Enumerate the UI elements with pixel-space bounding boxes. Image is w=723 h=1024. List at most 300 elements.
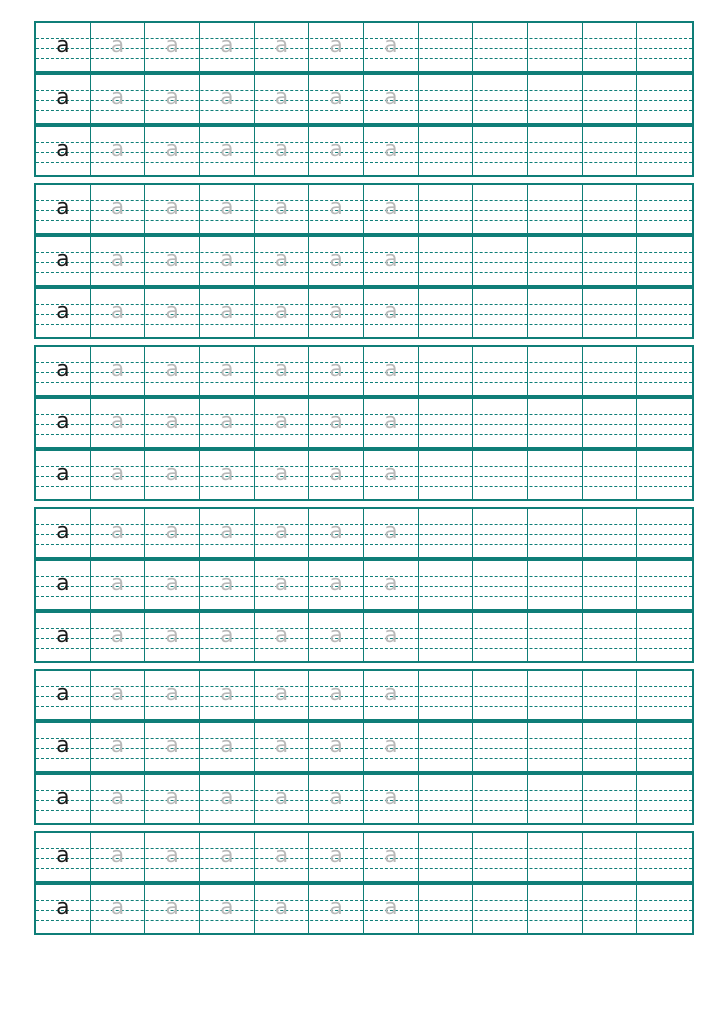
trace-letter: a (220, 357, 234, 382)
trace-letter-cell[interactable] (255, 289, 310, 337)
trace-letter-cell[interactable] (364, 289, 419, 337)
practice-row (36, 185, 692, 233)
trace-letter-cell[interactable] (364, 561, 419, 609)
practice-row (36, 127, 692, 175)
trace-letter-cell[interactable] (145, 613, 200, 661)
blank-practice-cell[interactable] (419, 451, 474, 499)
trace-letter: a (384, 195, 398, 220)
trace-letter-cell[interactable] (255, 885, 310, 933)
model-letter-cell (36, 561, 91, 609)
trace-letter: a (220, 195, 234, 220)
model-letter-cell (36, 127, 91, 175)
trace-letter: a (329, 247, 343, 272)
trace-letter: a (274, 409, 289, 434)
trace-letter-cell[interactable] (145, 885, 200, 933)
blank-practice-cell[interactable] (528, 185, 583, 233)
trace-letter-cell[interactable] (145, 127, 200, 175)
practice-row (36, 613, 692, 661)
model-letter-cell (36, 237, 91, 285)
blank-practice-cell[interactable] (419, 237, 474, 285)
blank-practice-cell[interactable] (528, 75, 583, 123)
trace-letter: a (274, 733, 289, 758)
blank-practice-cell[interactable] (637, 613, 692, 661)
trace-letter: a (110, 843, 125, 868)
trace-letter: a (220, 843, 234, 868)
trace-letter-cell[interactable] (200, 237, 255, 285)
blank-practice-cell[interactable] (473, 75, 528, 123)
trace-letter-cell[interactable] (255, 347, 310, 395)
blank-practice-cell[interactable] (419, 289, 474, 337)
trace-letter: a (110, 409, 125, 434)
trace-letter-cell[interactable] (200, 509, 255, 557)
blank-practice-cell[interactable] (473, 671, 528, 719)
blank-practice-cell[interactable] (583, 23, 638, 71)
trace-letter-cell[interactable] (255, 775, 310, 823)
model-letter: a (56, 623, 70, 648)
trace-letter: a (165, 519, 179, 544)
trace-letter: a (220, 461, 234, 486)
trace-letter-cell[interactable] (364, 347, 419, 395)
model-letter-cell (36, 23, 91, 71)
trace-letter-cell[interactable] (145, 185, 200, 233)
trace-letter-cell[interactable] (200, 399, 255, 447)
trace-letter: a (220, 137, 234, 162)
blank-practice-cell[interactable] (583, 75, 638, 123)
blank-practice-cell[interactable] (473, 613, 528, 661)
practice-row (36, 833, 692, 881)
trace-letter-cell[interactable] (309, 185, 364, 233)
trace-letter-cell[interactable] (255, 185, 310, 233)
trace-letter: a (384, 519, 398, 544)
trace-letter-cell[interactable] (145, 289, 200, 337)
trace-letter-cell[interactable] (200, 561, 255, 609)
trace-letter-cell[interactable] (309, 451, 364, 499)
trace-letter-cell[interactable] (255, 127, 310, 175)
trace-letter-cell[interactable] (364, 775, 419, 823)
trace-letter-cell[interactable] (145, 833, 200, 881)
trace-letter-cell[interactable] (364, 185, 419, 233)
trace-letter: a (165, 299, 179, 324)
model-letter-cell (36, 723, 91, 771)
blank-practice-cell[interactable] (583, 561, 638, 609)
trace-letter-cell[interactable] (145, 775, 200, 823)
trace-letter-cell[interactable] (309, 509, 364, 557)
trace-letter: a (384, 137, 398, 162)
trace-letter-cell[interactable] (91, 75, 146, 123)
blank-practice-cell[interactable] (473, 399, 528, 447)
blank-practice-cell[interactable] (528, 451, 583, 499)
trace-letter-cell[interactable] (309, 75, 364, 123)
trace-letter: a (220, 623, 234, 648)
trace-letter: a (384, 461, 398, 486)
trace-letter: a (329, 733, 343, 758)
trace-letter-cell[interactable] (145, 347, 200, 395)
blank-practice-cell[interactable] (637, 127, 692, 175)
blank-practice-cell[interactable] (637, 289, 692, 337)
blank-practice-cell[interactable] (583, 885, 638, 933)
blank-practice-cell[interactable] (583, 509, 638, 557)
model-letter: a (56, 519, 70, 544)
trace-letter: a (384, 843, 398, 868)
blank-practice-cell[interactable] (528, 775, 583, 823)
blank-practice-cell[interactable] (419, 23, 474, 71)
trace-letter-cell[interactable] (255, 23, 310, 71)
trace-letter-cell[interactable] (91, 237, 146, 285)
trace-letter-cell[interactable] (364, 237, 419, 285)
trace-letter-cell[interactable] (309, 23, 364, 71)
blank-practice-cell[interactable] (473, 775, 528, 823)
trace-letter-cell[interactable] (309, 237, 364, 285)
trace-letter: a (329, 195, 343, 220)
blank-practice-cell[interactable] (637, 237, 692, 285)
blank-practice-cell[interactable] (637, 451, 692, 499)
trace-letter-cell[interactable] (145, 451, 200, 499)
blank-practice-cell[interactable] (583, 127, 638, 175)
trace-letter-cell[interactable] (145, 237, 200, 285)
practice-row (36, 347, 692, 395)
blank-practice-cell[interactable] (419, 127, 474, 175)
blank-practice-cell[interactable] (473, 451, 528, 499)
blank-practice-cell[interactable] (419, 561, 474, 609)
model-letter: a (56, 247, 70, 272)
trace-letter: a (384, 247, 398, 272)
blank-practice-cell[interactable] (419, 613, 474, 661)
blank-practice-cell[interactable] (637, 75, 692, 123)
blank-practice-cell[interactable] (473, 23, 528, 71)
trace-letter-cell[interactable] (91, 613, 146, 661)
trace-letter: a (165, 843, 179, 868)
model-letter-cell (36, 451, 91, 499)
trace-letter: a (274, 357, 289, 382)
trace-letter: a (274, 623, 289, 648)
blank-practice-cell[interactable] (637, 833, 692, 881)
trace-letter: a (274, 195, 289, 220)
model-letter-cell (36, 399, 91, 447)
blank-practice-cell[interactable] (583, 775, 638, 823)
blank-practice-cell[interactable] (419, 347, 474, 395)
trace-letter-cell[interactable] (309, 723, 364, 771)
trace-letter-cell[interactable] (145, 671, 200, 719)
trace-letter-cell[interactable] (200, 613, 255, 661)
practice-row (36, 75, 692, 123)
trace-letter-cell[interactable] (255, 399, 310, 447)
blank-practice-cell[interactable] (419, 671, 474, 719)
blank-practice-cell[interactable] (528, 561, 583, 609)
blank-practice-cell[interactable] (583, 723, 638, 771)
trace-letter-cell[interactable] (309, 347, 364, 395)
blank-practice-cell[interactable] (473, 185, 528, 233)
blank-practice-cell[interactable] (419, 775, 474, 823)
blank-practice-cell[interactable] (419, 185, 474, 233)
model-letter: a (56, 461, 70, 486)
trace-letter: a (220, 85, 234, 110)
blank-practice-cell[interactable] (528, 237, 583, 285)
trace-letter-cell[interactable] (200, 723, 255, 771)
trace-letter: a (110, 571, 125, 596)
blank-practice-cell[interactable] (528, 23, 583, 71)
model-letter: a (56, 733, 70, 758)
trace-letter-cell[interactable] (91, 509, 146, 557)
trace-letter: a (274, 519, 289, 544)
blank-practice-cell[interactable] (473, 561, 528, 609)
blank-practice-cell[interactable] (583, 399, 638, 447)
trace-letter-cell[interactable] (255, 75, 310, 123)
blank-practice-cell[interactable] (473, 509, 528, 557)
model-letter-cell (36, 833, 91, 881)
trace-letter: a (110, 357, 125, 382)
trace-letter: a (384, 33, 398, 58)
trace-letter-cell[interactable] (200, 885, 255, 933)
model-letter-cell (36, 509, 91, 557)
blank-practice-cell[interactable] (473, 723, 528, 771)
trace-letter-cell[interactable] (91, 775, 146, 823)
trace-letter: a (110, 461, 125, 486)
trace-letter-cell[interactable] (91, 451, 146, 499)
trace-letter: a (110, 733, 125, 758)
trace-letter: a (329, 357, 343, 382)
trace-letter: a (110, 299, 125, 324)
practice-row (36, 23, 692, 71)
trace-letter-cell[interactable] (364, 723, 419, 771)
trace-letter-cell[interactable] (309, 561, 364, 609)
blank-practice-cell[interactable] (419, 723, 474, 771)
trace-letter-cell[interactable] (255, 671, 310, 719)
model-letter-cell (36, 75, 91, 123)
trace-letter-cell[interactable] (91, 23, 146, 71)
trace-letter-cell[interactable] (255, 237, 310, 285)
blank-practice-cell[interactable] (528, 833, 583, 881)
trace-letter-cell[interactable] (364, 833, 419, 881)
model-letter-cell (36, 185, 91, 233)
blank-practice-cell[interactable] (637, 399, 692, 447)
trace-letter: a (220, 733, 234, 758)
trace-letter-cell[interactable] (200, 75, 255, 123)
blank-practice-cell[interactable] (473, 237, 528, 285)
blank-practice-cell[interactable] (419, 509, 474, 557)
blank-practice-cell[interactable] (528, 347, 583, 395)
blank-practice-cell[interactable] (473, 833, 528, 881)
blank-practice-cell[interactable] (473, 127, 528, 175)
blank-practice-cell[interactable] (583, 671, 638, 719)
trace-letter-cell[interactable] (309, 833, 364, 881)
trace-letter-cell[interactable] (145, 75, 200, 123)
trace-letter-cell[interactable] (309, 613, 364, 661)
blank-practice-cell[interactable] (583, 237, 638, 285)
trace-letter-cell[interactable] (364, 127, 419, 175)
blank-practice-cell[interactable] (583, 833, 638, 881)
trace-letter: a (165, 461, 179, 486)
blank-practice-cell[interactable] (419, 399, 474, 447)
trace-letter-cell[interactable] (91, 399, 146, 447)
model-letter: a (56, 785, 70, 810)
trace-letter: a (165, 785, 179, 810)
trace-letter: a (329, 681, 343, 706)
model-letter-cell (36, 613, 91, 661)
blank-practice-cell[interactable] (419, 75, 474, 123)
model-letter: a (56, 299, 70, 324)
trace-letter: a (110, 195, 125, 220)
model-letter: a (56, 409, 70, 434)
trace-letter-cell[interactable] (364, 509, 419, 557)
trace-letter-cell[interactable] (91, 561, 146, 609)
trace-letter: a (274, 571, 289, 596)
trace-letter-cell[interactable] (255, 613, 310, 661)
trace-letter: a (384, 733, 398, 758)
trace-letter: a (220, 519, 234, 544)
trace-letter: a (220, 299, 234, 324)
row-group (34, 507, 694, 663)
trace-letter: a (329, 461, 343, 486)
blank-practice-cell[interactable] (473, 289, 528, 337)
trace-letter-cell[interactable] (200, 127, 255, 175)
blank-practice-cell[interactable] (528, 613, 583, 661)
trace-letter-cell[interactable] (309, 127, 364, 175)
trace-letter-cell[interactable] (91, 347, 146, 395)
blank-practice-cell[interactable] (637, 885, 692, 933)
blank-practice-cell[interactable] (419, 885, 474, 933)
trace-letter-cell[interactable] (91, 127, 146, 175)
trace-letter: a (384, 357, 398, 382)
blank-practice-cell[interactable] (583, 185, 638, 233)
trace-letter-cell[interactable] (309, 399, 364, 447)
trace-letter: a (274, 461, 289, 486)
trace-letter: a (384, 623, 398, 648)
blank-practice-cell[interactable] (637, 347, 692, 395)
trace-letter-cell[interactable] (200, 833, 255, 881)
trace-letter-cell[interactable] (309, 885, 364, 933)
trace-letter: a (274, 85, 289, 110)
trace-letter-cell[interactable] (255, 561, 310, 609)
blank-practice-cell[interactable] (419, 833, 474, 881)
trace-letter: a (110, 33, 125, 58)
trace-letter: a (329, 33, 343, 58)
trace-letter: a (274, 785, 289, 810)
blank-practice-cell[interactable] (528, 509, 583, 557)
blank-practice-cell[interactable] (583, 451, 638, 499)
model-letter: a (56, 357, 70, 382)
blank-practice-cell[interactable] (583, 347, 638, 395)
blank-practice-cell[interactable] (583, 613, 638, 661)
model-letter-cell (36, 289, 91, 337)
trace-letter: a (110, 137, 125, 162)
trace-letter-cell[interactable] (364, 399, 419, 447)
trace-letter: a (165, 681, 179, 706)
blank-practice-cell[interactable] (637, 561, 692, 609)
model-letter-cell (36, 885, 91, 933)
trace-letter: a (329, 571, 343, 596)
trace-letter: a (165, 137, 179, 162)
trace-letter: a (329, 843, 343, 868)
trace-letter: a (220, 571, 234, 596)
model-letter: a (56, 195, 70, 220)
handwriting-worksheet (34, 21, 694, 988)
blank-practice-cell[interactable] (528, 399, 583, 447)
trace-letter-cell[interactable] (145, 509, 200, 557)
trace-letter-cell[interactable] (364, 885, 419, 933)
blank-practice-cell[interactable] (637, 775, 692, 823)
trace-letter: a (384, 299, 398, 324)
trace-letter-cell[interactable] (200, 289, 255, 337)
blank-practice-cell[interactable] (473, 885, 528, 933)
blank-practice-cell[interactable] (583, 289, 638, 337)
model-letter: a (56, 571, 70, 596)
trace-letter: a (384, 895, 398, 920)
trace-letter-cell[interactable] (145, 723, 200, 771)
trace-letter-cell[interactable] (255, 509, 310, 557)
trace-letter: a (110, 85, 125, 110)
trace-letter-cell[interactable] (91, 289, 146, 337)
trace-letter-cell[interactable] (309, 289, 364, 337)
trace-letter-cell[interactable] (91, 885, 146, 933)
blank-practice-cell[interactable] (637, 185, 692, 233)
model-letter: a (56, 137, 70, 162)
trace-letter: a (165, 33, 179, 58)
trace-letter: a (329, 299, 343, 324)
trace-letter-cell[interactable] (200, 671, 255, 719)
trace-letter: a (165, 85, 179, 110)
trace-letter-cell[interactable] (200, 23, 255, 71)
trace-letter-cell[interactable] (200, 775, 255, 823)
trace-letter-cell[interactable] (364, 671, 419, 719)
trace-letter: a (329, 137, 343, 162)
blank-practice-cell[interactable] (528, 885, 583, 933)
trace-letter-cell[interactable] (91, 671, 146, 719)
trace-letter-cell[interactable] (91, 723, 146, 771)
blank-practice-cell[interactable] (528, 723, 583, 771)
trace-letter-cell[interactable] (91, 185, 146, 233)
blank-practice-cell[interactable] (528, 127, 583, 175)
trace-letter: a (384, 409, 398, 434)
trace-letter: a (220, 247, 234, 272)
blank-practice-cell[interactable] (473, 347, 528, 395)
trace-letter-cell[interactable] (309, 775, 364, 823)
blank-practice-cell[interactable] (637, 23, 692, 71)
blank-practice-cell[interactable] (528, 289, 583, 337)
blank-practice-cell[interactable] (528, 671, 583, 719)
blank-practice-cell[interactable] (637, 671, 692, 719)
trace-letter-cell[interactable] (145, 399, 200, 447)
trace-letter: a (329, 85, 343, 110)
trace-letter-cell[interactable] (364, 23, 419, 71)
trace-letter-cell[interactable] (364, 451, 419, 499)
practice-row (36, 237, 692, 285)
trace-letter: a (110, 247, 125, 272)
model-letter: a (56, 895, 70, 920)
practice-row (36, 561, 692, 609)
practice-row (36, 509, 692, 557)
blank-practice-cell[interactable] (637, 723, 692, 771)
trace-letter: a (110, 895, 125, 920)
trace-letter-cell[interactable] (255, 723, 310, 771)
trace-letter: a (220, 895, 234, 920)
practice-row (36, 775, 692, 823)
trace-letter-cell[interactable] (145, 23, 200, 71)
trace-letter-cell[interactable] (200, 347, 255, 395)
trace-letter: a (220, 409, 234, 434)
row-group (34, 21, 694, 177)
trace-letter-cell[interactable] (200, 451, 255, 499)
trace-letter-cell[interactable] (91, 833, 146, 881)
blank-practice-cell[interactable] (637, 509, 692, 557)
practice-row (36, 399, 692, 447)
trace-letter-cell[interactable] (364, 613, 419, 661)
trace-letter-cell[interactable] (255, 451, 310, 499)
trace-letter-cell[interactable] (200, 185, 255, 233)
trace-letter-cell[interactable] (145, 561, 200, 609)
trace-letter-cell[interactable] (364, 75, 419, 123)
trace-letter-cell[interactable] (255, 833, 310, 881)
trace-letter-cell[interactable] (309, 671, 364, 719)
